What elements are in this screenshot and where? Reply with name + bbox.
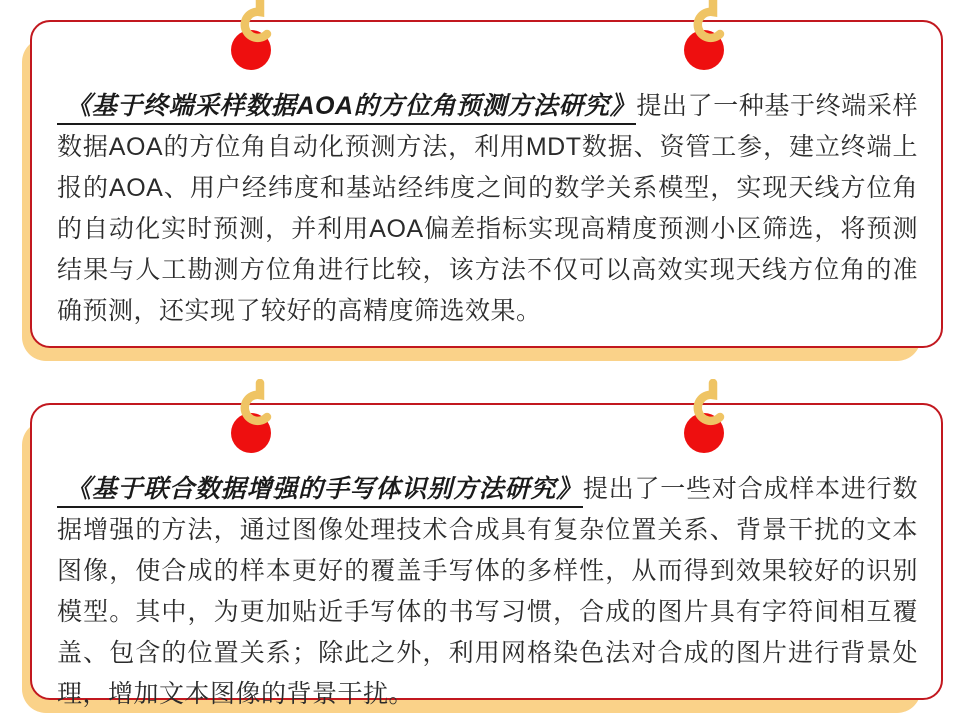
paper-summary: 提出了一些对合成样本进行数据增强的方法，通过图像处理技术合成具有复杂位置关系、背景干扰的文本图像，使合成的样本更好的覆盖手写体的多样性，从而得到效果较好的识别模型。其中，为更加贴近手写体的书写习惯，合成的图片具有字符间相互覆盖、包含的位置关系；除此之外，利用网格染色法对合成的图片进行背景处理，增加文本图像的背景干扰。 [57, 475, 918, 708]
card-paragraph [57, 86, 918, 332]
paper-title: 《基于终端采样数据AOA的方位角预测方法研究》 [57, 92, 636, 125]
pin-icon [678, 0, 732, 76]
card-face [30, 403, 943, 708]
pin-icon [678, 379, 732, 459]
card-paragraph [57, 469, 918, 715]
paper-summary: 提出了一种基于终端采样数据AOA的方位角自动化预测方法，利用MDT数据、资管工参，建立终端上报的AOA、用户经纬度和基站经纬度之间的数学关系模型，实现天线方位角的自动化实时预测，并利用AOA偏差指标实现高精度预测小区筛选，将预测结果与人工勘测方位角进行比较，该方法不仅可以高效实现天线方位角的准确预测，还实现了较好的高精度筛选效果。 [57, 92, 918, 325]
pin-icon [225, 379, 279, 459]
summary-card-handwriting [30, 403, 943, 708]
pin-icon [225, 0, 279, 76]
paper-title: 《基于联合数据增强的手写体识别方法研究》 [57, 475, 583, 508]
card-face [30, 20, 943, 348]
summary-card-aoa [30, 20, 943, 348]
